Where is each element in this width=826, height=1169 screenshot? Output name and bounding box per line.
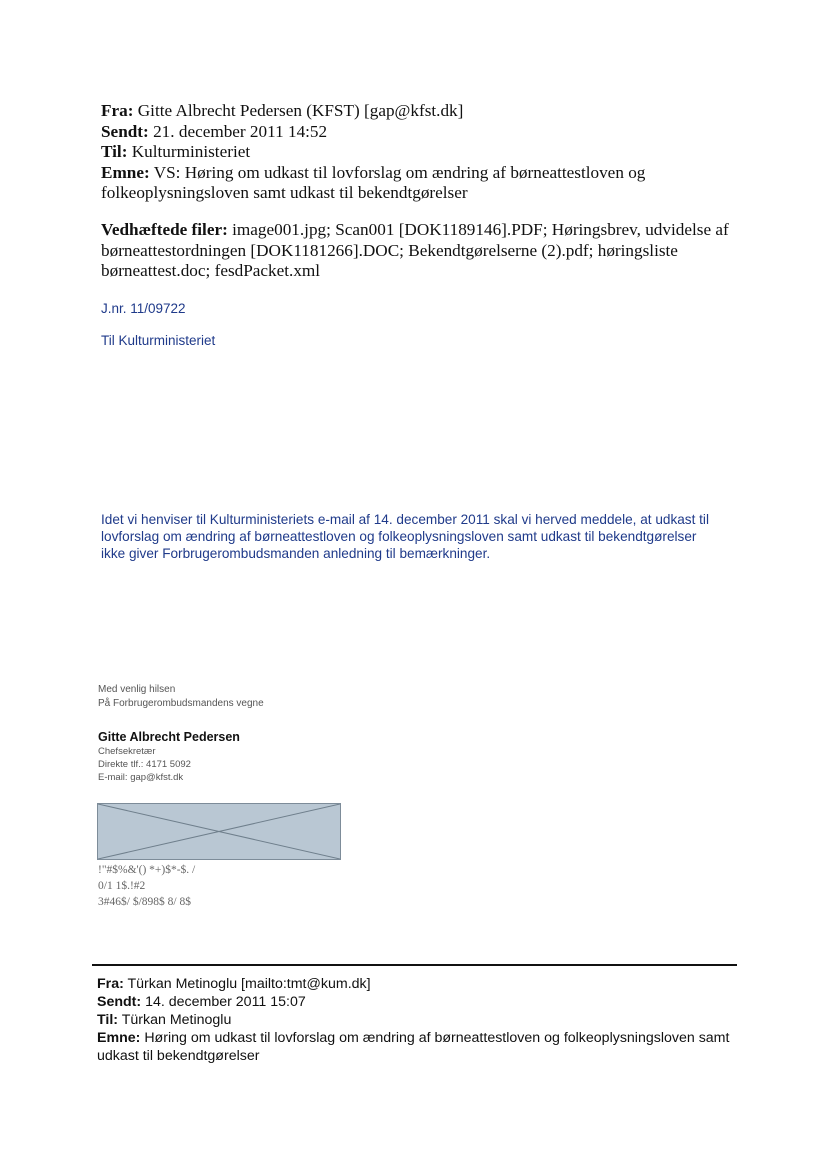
from-value: Gitte Albrecht Pedersen (KFST) [gap@kfst.dk] — [137, 101, 464, 120]
attachments-label: Vedhæftede filer: — [101, 220, 228, 239]
greeting: Til Kulturministeriet — [101, 333, 216, 348]
to-value-original: Türkan Metinoglu — [121, 1012, 232, 1028]
body-line2: lovforslag om ændring af børneattestloven og folkeoplysningsloven samt udkast til bekendtgørelser — [101, 529, 697, 544]
subject-continuation-original: udkast til bekendtgørelser — [97, 1048, 260, 1064]
to-label: Til: — [101, 142, 128, 161]
from-row-original — [97, 975, 737, 993]
garbled-text — [98, 862, 195, 910]
original-email-header — [97, 975, 737, 1065]
to-value: Kulturministeriet — [131, 142, 251, 161]
attachments — [101, 220, 741, 282]
signature-phone: Direkte tlf.: 4171 5092 — [98, 759, 191, 770]
signature-email: E-mail: gap@kfst.dk — [98, 772, 184, 783]
sent-row-original — [97, 993, 737, 1011]
subject-label: Emne: — [101, 162, 150, 182]
closing: Med venlig hilsen — [98, 684, 176, 695]
on-behalf: På Forbrugerombudsmandens vegne — [98, 698, 264, 709]
body-line1: Idet vi henviser til Kulturministeriets e-mail af 14. december 2011 skal vi herved meddele, at udkast til — [101, 512, 709, 527]
image-placeholder-icon — [98, 804, 340, 859]
attachments-line3: børneattest.doc; fesdPacket.xml — [101, 261, 321, 280]
to-row-original — [97, 1011, 737, 1029]
body-paragraph — [101, 511, 741, 562]
forwarded-email-header — [101, 101, 741, 204]
journal-number: J.nr. 11/09722 — [101, 301, 186, 316]
subject-value-original-line1: Høring om udkast til lovforslag om ændring af børneattestloven og folkeoplysningsloven samt — [144, 1030, 730, 1046]
subject-value-line1: VS: Høring om udkast til lovforslag om ændring af børneattestloven og — [153, 162, 646, 182]
sent-value-original: 14. december 2011 15:07 — [145, 994, 306, 1010]
from-value-original: Türkan Metinoglu [mailto:tmt@kum.dk] — [127, 976, 371, 992]
from-row — [101, 101, 741, 122]
sent-row — [101, 122, 741, 143]
from-label: Fra: — [101, 101, 134, 120]
subject-row — [101, 163, 741, 184]
divider — [92, 964, 737, 966]
subject-label-original: Emne: — [97, 1030, 141, 1046]
sent-value: 21. december 2011 14:52 — [153, 121, 328, 141]
body-line3: ikke giver Forbrugerombudsmanden anledning til bemærkninger. — [101, 546, 491, 561]
signature-title: Chefsekretær — [98, 746, 156, 757]
garbled-line3: 3#46$/ $/898$ 8/ 8$ — [98, 896, 191, 908]
signature-name: Gitte Albrecht Pedersen — [98, 730, 240, 744]
attachments-line1: image001.jpg; Scan001 [DOK1189146].PDF; Høringsbrev, udvidelse af — [232, 220, 729, 239]
garbled-line2: 0/1 1$.!#2 — [98, 880, 146, 892]
subject-continuation: folkeoplysningsloven samt udkast til bekendtgørelser — [101, 183, 468, 202]
sent-label-original: Sendt: — [97, 994, 142, 1010]
to-label-original: Til: — [97, 1012, 119, 1028]
subject-row-original — [97, 1029, 737, 1047]
sent-label: Sendt: — [101, 121, 149, 141]
to-row — [101, 142, 741, 163]
attachments-line2: børneattestordningen [DOK1181266].DOC; Bekendtgørelserne (2).pdf; høringsliste — [101, 240, 678, 260]
garbled-line1: !"#$%&'() *+)$*-$. / — [98, 864, 196, 876]
from-label-original: Fra: — [97, 976, 124, 992]
signature-block — [98, 683, 264, 784]
broken-image-placeholder — [97, 803, 341, 860]
